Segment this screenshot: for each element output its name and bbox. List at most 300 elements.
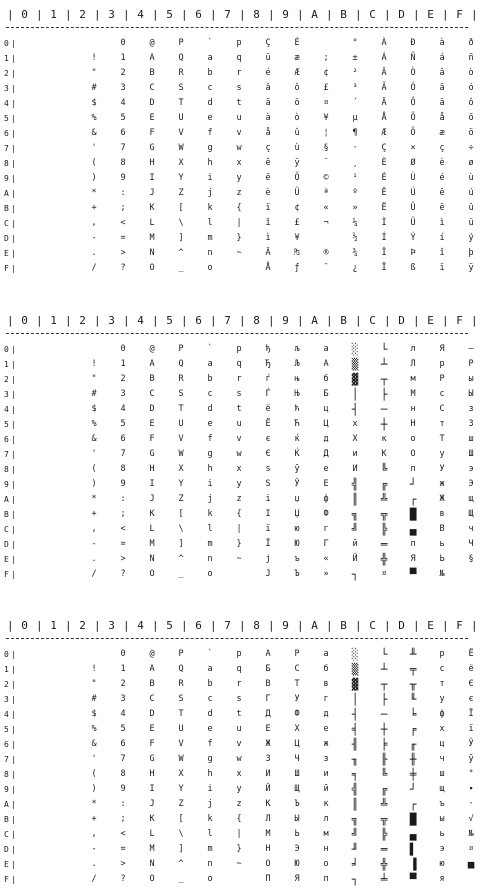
code-cell: ¢ xyxy=(323,68,329,78)
code-cell: y xyxy=(236,479,242,489)
code-cell xyxy=(55,677,75,692)
code-cell: è xyxy=(439,158,445,168)
code-cell: É xyxy=(381,173,387,183)
column-header-label: 8 xyxy=(253,314,260,327)
column-header-label: 7 xyxy=(224,619,231,632)
code-cell: Ї xyxy=(468,709,474,719)
code-cell: È xyxy=(381,158,387,168)
code-cell: Ї xyxy=(265,539,271,549)
code-cell xyxy=(26,186,46,201)
code-cell: Њ xyxy=(294,389,300,399)
code-cell xyxy=(229,567,249,582)
code-cell: г xyxy=(323,694,329,704)
column-header-label: B xyxy=(340,619,347,632)
code-cell: ─ xyxy=(380,708,388,721)
row-label: 2 xyxy=(4,69,10,78)
row-label-separator: | xyxy=(11,480,17,489)
code-cell: M xyxy=(149,844,155,854)
code-cell: С xyxy=(294,664,300,674)
code-cell: d xyxy=(207,98,213,108)
code-cell: э xyxy=(439,844,445,854)
code-cell: ü xyxy=(265,53,271,63)
column-header-row xyxy=(0,6,478,24)
code-cell: e xyxy=(207,419,213,429)
code-cell: њ xyxy=(294,374,300,384)
code-cell: Ч xyxy=(294,754,300,764)
code-cell: Ы xyxy=(294,814,300,824)
code-cell: o xyxy=(207,263,213,273)
code-cell: ` xyxy=(207,649,213,659)
code-cell: ; xyxy=(120,509,126,519)
code-cell: ▐ xyxy=(409,858,417,871)
code-cell: и xyxy=(352,449,358,459)
row-label-separator: | xyxy=(11,219,17,228)
code-cell xyxy=(26,522,46,537)
code-cell: ? xyxy=(120,263,126,273)
code-cell xyxy=(26,171,46,186)
code-cell: ╣ xyxy=(351,783,359,796)
code-cell: д xyxy=(323,434,329,444)
code-cell: ь xyxy=(439,539,445,549)
code-cell: ö xyxy=(468,128,474,138)
code-cell xyxy=(55,51,75,66)
code-cell xyxy=(26,141,46,156)
code-cell: ╡ xyxy=(351,723,359,736)
code-cell xyxy=(26,647,46,662)
header-separator: | xyxy=(94,314,101,327)
row-label: 7 xyxy=(4,144,10,153)
code-cell: B xyxy=(149,374,155,384)
code-cell: V xyxy=(178,434,184,444)
code-cell: Е xyxy=(323,479,329,489)
code-cell xyxy=(26,156,46,171)
code-cell: h xyxy=(207,158,213,168)
code-cell: 7 xyxy=(120,143,126,153)
code-cell: ü xyxy=(468,218,474,228)
code-cell: Й xyxy=(352,554,358,564)
header-separator: | xyxy=(326,8,333,21)
code-cell xyxy=(55,387,75,402)
code-cell: C xyxy=(149,694,155,704)
code-cell: ÿ xyxy=(294,158,300,168)
code-cell: Х xyxy=(294,724,300,734)
row-label: 6 xyxy=(4,740,10,749)
code-cell: ² xyxy=(352,68,358,78)
code-cell: W xyxy=(178,754,184,764)
code-cell: ' xyxy=(91,449,97,459)
code-cell xyxy=(55,662,75,677)
row-label: F xyxy=(4,875,10,884)
code-cell: 8 xyxy=(120,769,126,779)
code-cell: ╩ xyxy=(380,493,388,506)
code-cell: Ц xyxy=(323,419,329,429)
column-header-label: 7 xyxy=(224,8,231,21)
code-cell: █ xyxy=(409,813,417,826)
code-cell xyxy=(26,126,46,141)
code-cell: ╝ xyxy=(351,523,359,536)
code-cell: Z xyxy=(178,799,184,809)
code-cell: p xyxy=(236,344,242,354)
code-cell: å xyxy=(439,113,445,123)
code-cell: Æ xyxy=(381,128,387,138)
row-label-separator: | xyxy=(11,435,17,444)
code-cell: t xyxy=(236,709,242,719)
row-label: B xyxy=(4,510,10,519)
code-cell: U xyxy=(178,419,184,429)
code-cell: з xyxy=(323,754,329,764)
code-cell: ═ xyxy=(380,538,388,551)
code-cell: k xyxy=(207,814,213,824)
code-cell: В xyxy=(439,524,445,534)
code-cell xyxy=(55,231,75,246)
row-label-separator: | xyxy=(11,785,17,794)
code-cell xyxy=(26,752,46,767)
code-cell: r xyxy=(236,68,242,78)
code-cell: ; xyxy=(120,814,126,824)
row-label-separator: | xyxy=(11,129,17,138)
code-cell: w xyxy=(236,143,242,153)
code-cell: # xyxy=(91,389,97,399)
row-label-separator: | xyxy=(11,740,17,749)
code-cell: ð xyxy=(468,38,474,48)
row-label-separator: | xyxy=(11,695,17,704)
code-cell: J xyxy=(149,188,155,198)
code-cell: ] xyxy=(178,844,184,854)
code-cell: ! xyxy=(91,359,97,369)
code-cell: З xyxy=(265,754,271,764)
code-cell: « xyxy=(323,554,329,564)
code-cell: Ö xyxy=(410,128,416,138)
row-label-separator: | xyxy=(11,189,17,198)
code-cell: ╧ xyxy=(380,873,388,886)
row-label-separator: | xyxy=(11,234,17,243)
code-cell: ѓ xyxy=(265,374,271,384)
code-cell: , xyxy=(91,524,97,534)
code-cell: \ xyxy=(178,218,184,228)
code-cell: w xyxy=(236,449,242,459)
code-cell xyxy=(55,692,75,707)
code-cell: ® xyxy=(323,248,329,258)
code-cell xyxy=(55,432,75,447)
code-cell: Y xyxy=(178,784,184,794)
code-cell: f xyxy=(207,128,213,138)
code-cell: ┼ xyxy=(380,723,388,736)
code-cell: 7 xyxy=(120,754,126,764)
code-cell xyxy=(26,722,46,737)
code-cell: ò xyxy=(294,113,300,123)
code-cell: ▌ xyxy=(409,843,417,856)
column-header-label: 3 xyxy=(108,8,115,21)
code-cell: \ xyxy=(178,829,184,839)
code-cell: ´ xyxy=(352,98,358,108)
code-cell: у xyxy=(439,449,445,459)
code-cell xyxy=(461,872,481,887)
header-separator: | xyxy=(326,619,333,632)
code-cell: a xyxy=(207,359,213,369)
row-label: 1 xyxy=(4,54,10,63)
code-cell: ╖ xyxy=(351,753,359,766)
column-header-label: C xyxy=(369,8,376,21)
code-cell: т xyxy=(439,419,445,429)
code-cell: g xyxy=(207,449,213,459)
code-cell: ║ xyxy=(351,798,359,811)
code-cell: Á xyxy=(381,53,387,63)
header-separator: | xyxy=(297,8,304,21)
code-cell: u xyxy=(236,113,242,123)
code-cell: щ xyxy=(439,784,445,794)
code-cell: ▒ xyxy=(351,358,359,371)
code-cell: 6 xyxy=(120,434,126,444)
code-cell: ñ xyxy=(468,53,474,63)
code-cell xyxy=(84,647,104,662)
code-cell: L xyxy=(149,218,155,228)
code-cell: f xyxy=(207,739,213,749)
code-cell: @ xyxy=(149,38,155,48)
code-cell: ì xyxy=(439,218,445,228)
code-cell: ë xyxy=(439,203,445,213)
header-separator: | xyxy=(355,619,362,632)
code-cell: | xyxy=(236,218,242,228)
code-cell: 3 xyxy=(120,389,126,399)
code-cell: ї xyxy=(265,524,271,534)
code-cell: т xyxy=(439,679,445,689)
code-cell: _ xyxy=(178,569,184,579)
code-cell xyxy=(26,857,46,872)
code-cell: ` xyxy=(207,344,213,354)
code-cell: г xyxy=(323,524,329,534)
code-cell: – xyxy=(468,344,474,354)
code-cell: _ xyxy=(178,263,184,273)
code-cell: D xyxy=(149,98,155,108)
code-cell: ѕ xyxy=(265,464,271,474)
code-cell: Ч xyxy=(468,539,474,549)
code-cell: Ь xyxy=(439,554,445,564)
code-cell: » xyxy=(323,569,329,579)
code-cell: y xyxy=(236,173,242,183)
code-cell: ╠ xyxy=(380,828,388,841)
header-separator: | xyxy=(239,8,246,21)
row-label: C xyxy=(4,830,10,839)
code-cell: ┐ xyxy=(351,568,359,581)
code-cell: h xyxy=(207,769,213,779)
code-cell: е xyxy=(323,464,329,474)
code-cell: ╗ xyxy=(351,508,359,521)
code-cell: ╝ xyxy=(351,828,359,841)
code-cell: T xyxy=(178,709,184,719)
header-separator: | xyxy=(152,314,159,327)
code-cell xyxy=(55,246,75,261)
header-separator: | xyxy=(384,8,391,21)
code-cell: █ xyxy=(409,508,417,521)
code-cell: å xyxy=(265,128,271,138)
code-cell: s xyxy=(236,83,242,93)
code-cell: р xyxy=(439,649,445,659)
code-cell: H xyxy=(149,464,155,474)
code-cell xyxy=(26,81,46,96)
column-header-label: 2 xyxy=(79,314,86,327)
code-cell: I xyxy=(149,173,155,183)
code-cell: д xyxy=(323,709,329,719)
row-label-separator: | xyxy=(11,375,17,384)
code-cell xyxy=(55,372,75,387)
row-label-separator: | xyxy=(11,39,17,48)
code-cell: ^ xyxy=(178,248,184,258)
column-header-label: F xyxy=(456,619,463,632)
code-cell: Т xyxy=(439,434,445,444)
code-cell: E xyxy=(149,419,155,429)
header-separator: | xyxy=(413,314,420,327)
code-cell: d xyxy=(207,709,213,719)
code-cell xyxy=(26,872,46,887)
code-cell: & xyxy=(91,434,97,444)
code-cell: 0 xyxy=(120,38,126,48)
code-cell xyxy=(55,81,75,96)
code-cell: p xyxy=(236,649,242,659)
code-cell: - xyxy=(91,539,97,549)
code-cell: . xyxy=(91,859,97,869)
row-label-separator: | xyxy=(11,525,17,534)
code-cell: ç xyxy=(439,143,445,153)
code-cell: & xyxy=(91,739,97,749)
code-cell: Ç xyxy=(265,38,271,48)
header-separator: | xyxy=(442,619,449,632)
code-cell: ј xyxy=(265,554,271,564)
code-cell: B xyxy=(149,679,155,689)
code-cell: С xyxy=(439,404,445,414)
column-header-label: E xyxy=(427,8,434,21)
code-cell xyxy=(26,812,46,827)
code-cell: о xyxy=(323,859,329,869)
code-cell: â xyxy=(265,83,271,93)
header-separator: | xyxy=(326,314,333,327)
code-cell: Я xyxy=(294,874,300,884)
code-cell: < xyxy=(120,218,126,228)
code-cell: е xyxy=(323,724,329,734)
code-cell: Р xyxy=(294,649,300,659)
row-label: 8 xyxy=(4,770,10,779)
code-cell: ь xyxy=(439,829,445,839)
column-header-label: E xyxy=(427,619,434,632)
code-cell xyxy=(26,201,46,216)
row-label-separator: | xyxy=(11,69,17,78)
code-cell: § xyxy=(468,554,474,564)
code-cell: " xyxy=(91,374,97,384)
column-header-label: 3 xyxy=(108,314,115,327)
row-label-separator: | xyxy=(11,800,17,809)
column-header-label: 0 xyxy=(21,8,28,21)
header-divider xyxy=(6,638,468,639)
code-cell: ¸ xyxy=(352,158,358,168)
code-cell: л xyxy=(323,814,329,824)
code-cell: ╠ xyxy=(380,523,388,536)
code-cell: к xyxy=(381,434,387,444)
code-cell xyxy=(26,492,46,507)
code-cell: + xyxy=(91,203,97,213)
row-label: B xyxy=(4,815,10,824)
code-cell xyxy=(55,186,75,201)
code-cell: } xyxy=(236,233,242,243)
code-cell: ў xyxy=(294,464,300,474)
code-cell xyxy=(55,126,75,141)
code-cell: # xyxy=(91,694,97,704)
code-cell: Ъ xyxy=(294,799,300,809)
code-cell: z xyxy=(236,188,242,198)
code-cell: ├ xyxy=(380,388,388,401)
row-label: E xyxy=(4,249,10,258)
row-label: 5 xyxy=(4,114,10,123)
code-cell: þ xyxy=(468,248,474,258)
code-cell: 2 xyxy=(120,68,126,78)
code-cell: " xyxy=(91,68,97,78)
code-cell: | xyxy=(236,829,242,839)
code-cell: X xyxy=(178,464,184,474)
code-cell: Д xyxy=(265,709,271,719)
code-cell: Є xyxy=(468,679,474,689)
row-label-separator: | xyxy=(11,570,17,579)
code-cell: Ў xyxy=(294,479,300,489)
code-cell: · xyxy=(352,143,358,153)
column-header-label: E xyxy=(427,314,434,327)
code-cell: ¦ xyxy=(323,128,329,138)
row-label-separator: | xyxy=(11,770,17,779)
row-label-separator: | xyxy=(11,710,17,719)
code-cell: æ xyxy=(439,128,445,138)
code-cell: ┴ xyxy=(380,663,388,676)
code-cell: Ó xyxy=(410,83,416,93)
code-cell: g xyxy=(207,143,213,153)
code-cell: l xyxy=(207,524,213,534)
code-cell: 1 xyxy=(120,53,126,63)
code-cell: ( xyxy=(91,464,97,474)
row-label: 4 xyxy=(4,405,10,414)
code-cell xyxy=(55,492,75,507)
header-separator: | xyxy=(239,314,246,327)
code-cell: є xyxy=(468,694,474,704)
code-cell: Х xyxy=(352,434,358,444)
code-cell xyxy=(55,797,75,812)
code-cell: Ê xyxy=(381,188,387,198)
header-divider xyxy=(6,27,468,28)
code-cell: Ç xyxy=(381,143,387,153)
code-cell: v xyxy=(236,128,242,138)
code-cell: b xyxy=(207,68,213,78)
code-cell: х xyxy=(352,419,358,429)
row-label-separator: | xyxy=(11,845,17,854)
row-label: 0 xyxy=(4,345,10,354)
row-label: 2 xyxy=(4,375,10,384)
code-cell xyxy=(26,261,46,276)
code-cell: b xyxy=(207,374,213,384)
code-cell: ¤ xyxy=(381,569,387,579)
header-separator: | xyxy=(210,314,217,327)
code-cell: щ xyxy=(468,494,474,504)
row-label: 0 xyxy=(4,39,10,48)
code-cell xyxy=(55,842,75,857)
code-cell: i xyxy=(207,784,213,794)
code-cell: ┤ xyxy=(351,403,359,416)
code-cell: á xyxy=(439,53,445,63)
code-cell: @ xyxy=(149,344,155,354)
code-cell xyxy=(26,662,46,677)
code-cell: ý xyxy=(468,233,474,243)
code-cell: h xyxy=(207,464,213,474)
code-cell: ¤ xyxy=(468,844,474,854)
code-cell xyxy=(26,737,46,752)
code-cell: Ï xyxy=(381,263,387,273)
row-label: 5 xyxy=(4,420,10,429)
code-cell: ┐ xyxy=(351,873,359,886)
code-cell: à xyxy=(439,38,445,48)
